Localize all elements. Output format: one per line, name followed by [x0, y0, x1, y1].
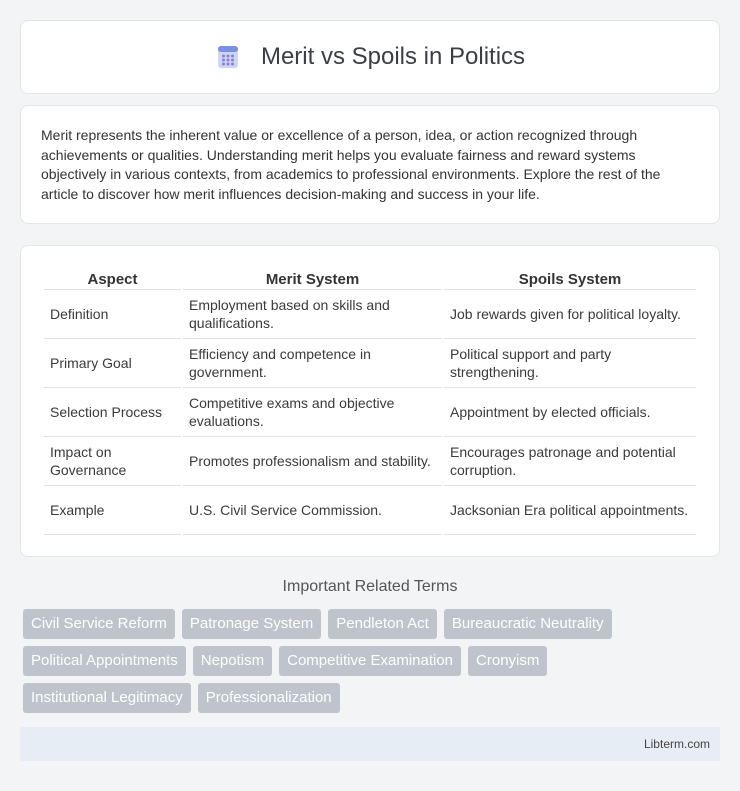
table-cell: Impact on Governance [44, 437, 181, 486]
column-header-spoils: Spoils System [444, 266, 696, 290]
tag-professionalization[interactable]: Professionalization [198, 683, 340, 713]
tag-institutional-legitimacy[interactable]: Institutional Legitimacy [23, 683, 191, 713]
table-cell: Promotes professionalism and stability. [183, 437, 442, 486]
table-cell: Job rewards given for political loyalty. [444, 290, 696, 339]
table-row [44, 290, 696, 339]
tag-civil-service-reform[interactable]: Civil Service Reform [23, 609, 175, 639]
table-row [44, 486, 696, 535]
tag-competitive-examination[interactable]: Competitive Examination [279, 646, 461, 676]
table-row [44, 437, 696, 486]
tag-nepotism[interactable]: Nepotism [193, 646, 272, 676]
tag-patronage-system[interactable]: Patronage System [182, 609, 321, 639]
table-cell: Jacksonian Era political appointments. [444, 486, 696, 535]
intro-text: Merit represents the inherent value or excellence of a person, idea, or action recognized through achievements or qualities. Understanding merit helps you evaluate fairness and reward systems objectively in various contexts, from academics to professional environments. Explore the rest of the article to discover how merit influences decision-making and success in your life. [41, 127, 661, 202]
table-cell: Example [44, 486, 181, 535]
footer-site-link[interactable]: Libterm.com [643, 737, 710, 751]
table-row [44, 388, 696, 437]
tag-bureaucratic-neutrality[interactable]: Bureaucratic Neutrality [444, 609, 612, 639]
related-terms-list [23, 609, 723, 720]
table-cell: U.S. Civil Service Commission. [183, 486, 442, 535]
tag-political-appointments[interactable]: Political Appointments [23, 646, 186, 676]
table-cell: Encourages patronage and potential corruption. [444, 437, 696, 486]
page-title: Merit vs Spoils in Politics [260, 43, 526, 70]
intro-card [20, 105, 720, 224]
comparison-table [42, 266, 698, 535]
table-row [44, 339, 696, 388]
table-cell: Definition [44, 290, 181, 339]
tag-pendleton-act[interactable]: Pendleton Act [328, 609, 437, 639]
footer [20, 727, 720, 761]
table-header-row [44, 266, 696, 290]
calculator-icon [215, 44, 241, 70]
related-terms-title: Important Related Terms [282, 578, 458, 595]
table-cell: Employment based on skills and qualifications. [183, 290, 442, 339]
tag-cronyism[interactable]: Cronyism [468, 646, 547, 676]
column-header-aspect: Aspect [44, 266, 181, 290]
table-cell: Political support and party strengthening. [444, 339, 696, 388]
table-cell: Efficiency and competence in government. [183, 339, 442, 388]
column-header-merit: Merit System [183, 266, 442, 290]
table-cell: Primary Goal [44, 339, 181, 388]
table-cell: Appointment by elected officials. [444, 388, 696, 437]
table-cell: Selection Process [44, 388, 181, 437]
comparison-card [20, 245, 720, 557]
header-card [20, 20, 720, 94]
table-cell: Competitive exams and objective evaluations. [183, 388, 442, 437]
